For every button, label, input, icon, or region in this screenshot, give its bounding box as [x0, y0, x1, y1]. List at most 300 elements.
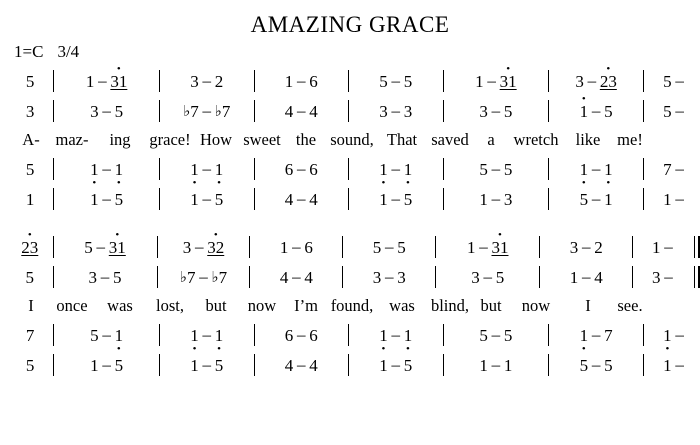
- duration-dash: –: [664, 237, 673, 256]
- lyric-syllable: now: [521, 296, 551, 315]
- duration-dash: –: [591, 325, 601, 344]
- duration-dash: –: [297, 159, 306, 178]
- barline: [254, 100, 255, 122]
- note: 1 •: [403, 159, 413, 189]
- duration-dash: –: [385, 267, 394, 286]
- measure: [547, 237, 625, 257]
- note: 23 •: [599, 62, 617, 91]
- duration-dash: –: [587, 71, 597, 90]
- barline: [159, 324, 160, 346]
- measure: [443, 228, 532, 257]
- barline: [348, 324, 349, 346]
- note: 5: [214, 355, 224, 375]
- octave-dot-below: •: [192, 176, 197, 189]
- note: 5: [403, 71, 413, 91]
- note: 1: [284, 71, 294, 91]
- barline: [53, 70, 54, 92]
- measure: [261, 71, 341, 91]
- lyric-syllable: sweet: [243, 130, 281, 149]
- duration-dash: –: [102, 325, 111, 344]
- note: 3: [575, 71, 584, 91]
- note: 1 •: [579, 159, 589, 189]
- note: 5: [503, 159, 513, 179]
- note: 1 •: [579, 325, 589, 355]
- measure: [167, 189, 247, 209]
- note: 2: [594, 237, 603, 257]
- duration-dash: –: [591, 101, 601, 120]
- measure: [356, 71, 436, 91]
- note: 5: [114, 101, 124, 121]
- duration-dash: –: [491, 355, 501, 374]
- lyric-syllable: How: [199, 130, 233, 149]
- lyric-syllable: I: [585, 296, 591, 315]
- duration-dash: –: [102, 189, 111, 208]
- note: 6: [304, 237, 313, 257]
- melody-row-2: [0, 228, 700, 262]
- barline: [53, 158, 54, 180]
- duration-dash: –: [202, 189, 212, 208]
- flat-icon: ♭: [183, 103, 191, 120]
- note: 6: [309, 325, 318, 345]
- lyric-syllable: maz-: [55, 130, 89, 149]
- note: 31 •: [108, 228, 126, 257]
- duration-dash: –: [195, 237, 204, 256]
- note: 1: [379, 189, 388, 209]
- octave-dot-below: •: [116, 176, 121, 189]
- bass-lower-row-1: [0, 184, 700, 214]
- meter-label: 3/4: [57, 42, 80, 61]
- barline: [643, 70, 644, 92]
- key-label: 1=C: [14, 42, 44, 61]
- flat-icon: ♭: [211, 269, 219, 286]
- duration-dash: –: [102, 159, 111, 178]
- note: 1: [663, 355, 672, 375]
- measure: [61, 159, 152, 189]
- duration-dash: –: [491, 325, 501, 344]
- measure: [450, 101, 541, 121]
- note: 23 •: [21, 228, 39, 257]
- duration-dash: –: [591, 159, 601, 178]
- note: ♭7: [211, 267, 228, 287]
- duration-dash: –: [292, 267, 301, 286]
- measure: [443, 267, 532, 287]
- lyric-syllable: ing: [109, 130, 131, 149]
- note: 5: [503, 101, 513, 121]
- note: 3: [503, 189, 513, 209]
- note: 1 •: [214, 159, 224, 189]
- duration-dash: –: [675, 189, 684, 208]
- lyric-syllable: like: [575, 130, 601, 149]
- barline: [548, 158, 549, 180]
- measure: [14, 191, 46, 208]
- lyric-syllable: but: [480, 296, 502, 315]
- lyric-syllable: lost,: [156, 296, 184, 315]
- measure: [167, 101, 247, 121]
- score-sheet: [0, 12, 700, 445]
- duration-dash: –: [581, 267, 591, 286]
- note: 5: [663, 101, 672, 121]
- measure: [651, 71, 700, 91]
- duration-dash: –: [491, 101, 501, 120]
- flat-icon: ♭: [214, 103, 222, 120]
- measure: [257, 237, 335, 257]
- note: 31 •: [110, 62, 128, 91]
- barline: [53, 266, 54, 288]
- barline: [435, 236, 436, 258]
- barline: [249, 266, 250, 288]
- lyrics-row-2: [0, 292, 700, 320]
- octave-dot-below: •: [665, 342, 670, 355]
- measure: [356, 355, 436, 375]
- duration-dash: –: [98, 71, 107, 90]
- system-2: [0, 228, 700, 380]
- measure: [547, 267, 625, 287]
- barline: [254, 324, 255, 346]
- measure: [167, 71, 247, 91]
- duration-dash: –: [664, 267, 673, 286]
- barline: [254, 70, 255, 92]
- barline: [632, 266, 633, 288]
- note: 3: [88, 267, 98, 287]
- lyric-syllable: saved: [431, 130, 469, 149]
- barline: [643, 324, 644, 346]
- duration-dash: –: [591, 189, 601, 208]
- note: 31 •: [491, 228, 509, 257]
- measure: [556, 189, 636, 209]
- measure: [651, 101, 700, 121]
- lyric-syllable: but: [205, 296, 227, 315]
- note: 4: [594, 267, 603, 287]
- note: 4: [309, 355, 318, 375]
- note: 1 •: [403, 325, 413, 355]
- duration-dash: –: [297, 189, 306, 208]
- octave-dot-below: •: [381, 176, 386, 189]
- note: 5: [372, 237, 382, 257]
- octave-dot-below: •: [217, 342, 221, 355]
- barline: [435, 266, 436, 288]
- note: 1 •: [90, 159, 99, 189]
- note: 6: [284, 159, 294, 179]
- note: 1: [90, 189, 99, 209]
- duration-dash: –: [391, 355, 400, 374]
- note: 1 •: [114, 325, 124, 355]
- duration-dash: –: [297, 101, 306, 120]
- measure: [261, 325, 341, 345]
- duration-dash: –: [102, 355, 111, 374]
- note: 3: [651, 267, 661, 287]
- note: 7: [663, 159, 672, 179]
- barline: [443, 188, 444, 210]
- duration-dash: –: [391, 159, 400, 178]
- duration-dash: –: [391, 189, 400, 208]
- lyric-syllable: a: [487, 130, 495, 149]
- octave-dot-below: •: [581, 342, 586, 355]
- measure: [556, 355, 636, 375]
- measure: [60, 267, 149, 287]
- note: 3: [182, 237, 192, 257]
- note: 5: [84, 237, 93, 257]
- note: 5: [503, 325, 513, 345]
- measure: [556, 62, 636, 91]
- barline: [159, 188, 160, 210]
- note: 1: [663, 189, 672, 209]
- barline: [348, 100, 349, 122]
- measure: [556, 325, 636, 355]
- measure: [640, 237, 688, 257]
- duration-dash: –: [491, 159, 501, 178]
- note: 4: [284, 355, 294, 375]
- bass-upper-row-1: [0, 154, 700, 189]
- note: 6: [309, 159, 318, 179]
- note: 1 •: [604, 159, 613, 189]
- note: 5: [397, 237, 406, 257]
- note: 1: [190, 355, 199, 375]
- note: 4: [284, 189, 294, 209]
- duration-dash: –: [297, 325, 306, 344]
- measure: [556, 159, 636, 189]
- barline: [443, 100, 444, 122]
- lyric-syllable: once: [56, 296, 88, 315]
- flat-icon: ♭: [179, 269, 187, 286]
- measure: [165, 228, 243, 257]
- note: 5: [25, 355, 35, 375]
- final-barline: [694, 266, 700, 288]
- measure: [350, 237, 428, 257]
- duration-dash: –: [491, 189, 501, 208]
- duration-dash: –: [385, 237, 394, 256]
- duration-dash: –: [202, 325, 212, 344]
- lyric-syllable: I: [28, 296, 34, 315]
- duration-dash: –: [202, 101, 212, 120]
- measure: [356, 159, 436, 189]
- barline: [548, 354, 549, 376]
- duration-dash: –: [675, 101, 684, 120]
- note: 31 •: [499, 62, 517, 91]
- barline: [249, 236, 250, 258]
- note: 1: [604, 189, 613, 209]
- measure: [640, 267, 688, 287]
- note: ♭7: [179, 267, 196, 287]
- note: 3: [403, 101, 413, 121]
- measure: [450, 159, 541, 179]
- note: 6: [284, 325, 294, 345]
- barline: [632, 236, 633, 258]
- note: 5: [403, 189, 413, 209]
- octave-dot-above: •: [213, 228, 218, 241]
- measure: [14, 228, 46, 257]
- note: 1: [466, 237, 476, 257]
- note: 5: [113, 267, 122, 287]
- measure: [350, 267, 428, 287]
- measure: [651, 189, 700, 209]
- measure: [356, 189, 436, 209]
- measure: [261, 159, 341, 179]
- note: 7: [604, 325, 613, 345]
- octave-dot-above: •: [606, 62, 611, 75]
- final-barline: [694, 236, 700, 258]
- duration-dash: –: [199, 267, 208, 286]
- octave-dot-above: •: [581, 92, 586, 105]
- barline: [342, 236, 343, 258]
- note: 1 •: [663, 325, 672, 355]
- note: 5: [25, 267, 35, 287]
- lyric-syllable: now: [247, 296, 277, 315]
- barline: [348, 188, 349, 210]
- note: 1: [90, 355, 99, 375]
- note: 1: [475, 71, 484, 91]
- bass-lower-row-2: [0, 350, 700, 380]
- lyric-syllable: the: [295, 130, 317, 149]
- note: 5: [25, 159, 35, 179]
- system-gap: [0, 214, 700, 228]
- duration-dash: –: [675, 325, 684, 344]
- duration-dash: –: [591, 355, 601, 374]
- note: 5: [114, 189, 124, 209]
- duration-dash: –: [675, 71, 684, 90]
- octave-dot-below: •: [381, 342, 386, 355]
- measure: [356, 101, 436, 121]
- note: 4: [284, 101, 294, 121]
- barline: [159, 158, 160, 180]
- note: 4: [309, 101, 318, 121]
- note: 5: [479, 159, 488, 179]
- note: 1 •: [379, 159, 388, 189]
- octave-dot-below: •: [406, 342, 410, 355]
- barline: [254, 188, 255, 210]
- barline: [254, 354, 255, 376]
- barline: [159, 70, 160, 92]
- note: 5: [579, 189, 589, 209]
- note: 5: [579, 355, 589, 375]
- lyric-syllable: was: [107, 296, 133, 315]
- barline: [548, 324, 549, 346]
- note: 6: [309, 71, 318, 91]
- duration-dash: –: [297, 355, 306, 374]
- barline: [53, 100, 54, 122]
- duration-dash: –: [483, 267, 492, 286]
- note: 5: [479, 325, 488, 345]
- measure: [14, 357, 46, 374]
- duration-dash: –: [581, 237, 591, 256]
- duration-dash: –: [102, 101, 111, 120]
- note: 1 •: [379, 325, 388, 355]
- octave-dot-above: •: [27, 228, 32, 241]
- barline: [443, 158, 444, 180]
- barline: [548, 70, 549, 92]
- note: 1: [85, 71, 95, 91]
- barline: [53, 188, 54, 210]
- note: ♭7: [214, 101, 231, 121]
- duration-dash: –: [391, 71, 400, 90]
- measure: [261, 355, 341, 375]
- barline: [443, 354, 444, 376]
- lyric-syllable: wretch: [513, 130, 559, 149]
- harmony-row-1: [0, 92, 700, 126]
- measure: [61, 325, 152, 355]
- duration-dash: –: [292, 237, 301, 256]
- note: 2: [214, 71, 224, 91]
- note: 5: [604, 101, 613, 121]
- barline: [254, 158, 255, 180]
- note: 5: [403, 355, 413, 375]
- barline: [443, 70, 444, 92]
- measure: [261, 101, 341, 121]
- note: 3: [190, 71, 199, 91]
- barline: [539, 266, 540, 288]
- measure: [61, 189, 152, 209]
- duration-dash: –: [202, 71, 212, 90]
- note: 4: [304, 267, 313, 287]
- octave-dot-above: •: [498, 228, 502, 241]
- note: 5: [663, 71, 672, 91]
- bass-upper-row-2: [0, 320, 700, 355]
- barline: [159, 100, 160, 122]
- note: 3: [569, 237, 579, 257]
- barline: [348, 70, 349, 92]
- note: 5: [495, 267, 505, 287]
- measure: [257, 267, 335, 287]
- measure: [60, 228, 149, 257]
- duration-dash: –: [675, 159, 684, 178]
- note: 3: [379, 101, 388, 121]
- note: 7: [25, 325, 35, 345]
- duration-dash: –: [391, 101, 400, 120]
- note: 5: [214, 189, 224, 209]
- note: 5: [379, 71, 388, 91]
- note: 4: [309, 189, 318, 209]
- note: 4: [279, 267, 289, 287]
- measure: [261, 189, 341, 209]
- measure: [14, 327, 46, 344]
- note: 1: [479, 355, 488, 375]
- measure: [61, 101, 152, 121]
- note: 3: [471, 267, 480, 287]
- note: 1 •: [190, 325, 199, 355]
- note: 1 •: [190, 159, 199, 189]
- duration-dash: –: [391, 325, 400, 344]
- measure: [165, 267, 243, 287]
- measure: [651, 159, 700, 179]
- note: 3: [397, 267, 406, 287]
- octave-dot-below: •: [581, 176, 586, 189]
- note: ♭7: [183, 101, 199, 121]
- barline: [643, 158, 644, 180]
- octave-dot-below: •: [116, 342, 121, 355]
- measure: [14, 103, 46, 120]
- note: 1: [569, 267, 579, 287]
- barline: [159, 354, 160, 376]
- duration-dash: –: [675, 355, 684, 374]
- barline: [157, 236, 158, 258]
- note: 1 •: [114, 159, 124, 189]
- measure: [450, 355, 541, 375]
- octave-dot-above: •: [115, 228, 120, 241]
- note: 5: [604, 355, 613, 375]
- system-1: [0, 62, 700, 214]
- lyrics-row-1: [0, 126, 700, 154]
- measure: [651, 355, 700, 375]
- octave-dot-below: •: [217, 176, 221, 189]
- measure: [14, 73, 46, 90]
- note: 1: [479, 189, 488, 209]
- key-signature-line: [14, 42, 700, 62]
- barline: [443, 324, 444, 346]
- barline: [348, 354, 349, 376]
- measure: [14, 161, 46, 178]
- octave-dot-above: •: [116, 62, 121, 75]
- note: 3: [479, 101, 488, 121]
- measure: [450, 325, 541, 345]
